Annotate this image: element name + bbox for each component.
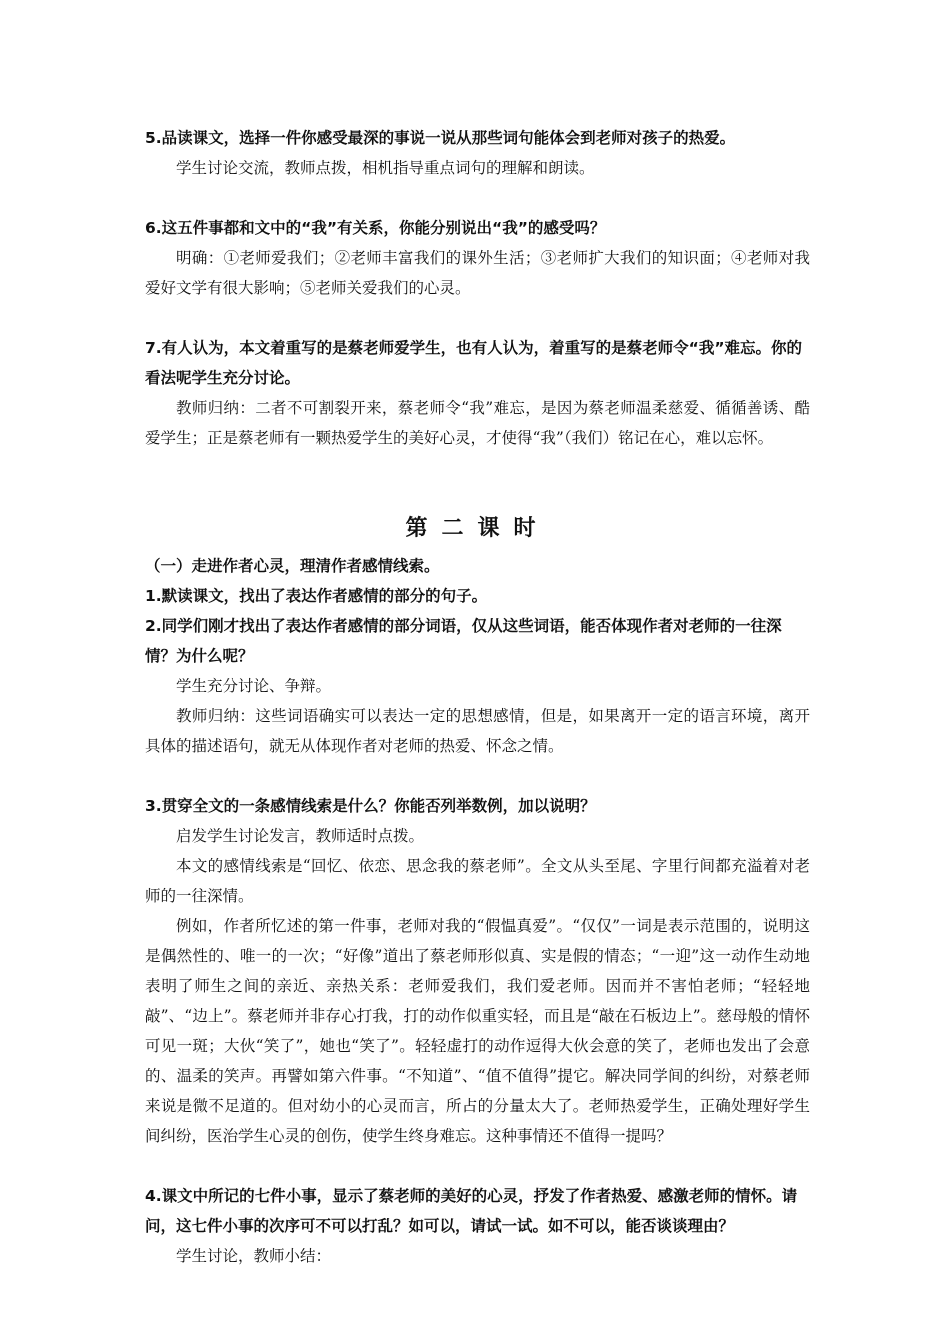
spacer (145, 453, 810, 511)
answer-3-example: 例如，作者所忆述的第一件事，老师对我的“假愠真爱”。“仅仅”一词是表示范围的，说明这是偶然性的、唯一的一次；“好像”道出了蔡老师形似真、实是假的情态；“一迎”这一动作生动地表明了师生之间的亲近、亲热关系：老师爱我们，我们爱老师。因而并不害怕老师；“轻轻地敲”、“边上”。蔡老师并非存心打我，打的动作似重实轻，而且是“敲在石板边上”。慈母般的情怀可见一斑；大伙“笑了”，她也“笑了”。轻轻虚打的动作逗得大伙会意的笑了，老师也发出了会意的、温柔的笑声。再譬如第六件事。“不知道”、“值不值得”提它。解决同学间的纠纷，对蔡老师来说是微不足道的。但对幼小的心灵而言，所占的分量太大了。老师热爱学生，正确处理好学生间纠纷，医治学生心灵的创伤，使学生终身难忘。这种事情还不值得一提吗？ (145, 917, 810, 1145)
section-heading: （一）走进作者心灵，理清作者感情线索。 (145, 557, 440, 575)
answer-3-prompt: 启发学生讨论发言，教师适时点拨。 (176, 827, 425, 845)
answer-4: 学生讨论，教师小结： (176, 1247, 332, 1265)
answer-5: 学生讨论交流，教师点拨，相机指导重点词句的理解和朗读。 (176, 159, 595, 177)
lesson-title: 第二课时 (405, 516, 550, 541)
question-6: 6.这五件事都和文中的“我”有关系，你能分别说出“我”的感受吗？ (145, 219, 606, 237)
question-4: 4.课文中所记的七件小事，显示了蔡老师的美好的心灵，抒发了作者热爱、感激老师的情怀。请问，这七件小事的次序可不可以打乱？如可以，请试一试。如不可以，能否谈谈理由？ (145, 1187, 798, 1235)
spacer (145, 1151, 810, 1181)
question-7: 7.有人认为，本文着重写的是蔡老师爱学生，也有人认为，着重写的是蔡老师令“我”难忘。你的看法呢学生充分讨论。 (145, 339, 803, 387)
question-5: 5.品读课文，选择一件你感受最深的事说一说从那些词句能体会到老师对孩子的热爱。 (145, 129, 736, 147)
answer-2-summary: 教师归纳：这些词语确实可以表达一定的思想感情，但是，如果离开一定的语言环境，离开具体的描述语句，就无从体现作者对老师的热爱、怀念之情。 (145, 707, 810, 755)
answer-7: 教师归纳：二者不可割裂开来，蔡老师令“我”难忘，是因为蔡老师温柔慈爱、循循善诱、酷爱学生；正是蔡老师有一颗热爱学生的美好心灵，才使得“我”（我们）铭记在心，难以忘怀。 (145, 399, 810, 447)
answer-2-discussion: 学生充分讨论、争辩。 (176, 677, 332, 695)
spacer (145, 761, 810, 791)
spacer (145, 183, 810, 213)
answer-3-clue: 本文的感情线索是“回忆、依恋、思念我的蔡老师”。全文从头至尾、字里行间都充溢着对老师的一往深情。 (145, 857, 810, 905)
question-1: 1.默读课文，找出了表达作者感情的部分的句子。 (145, 587, 488, 605)
spacer (145, 303, 810, 333)
document-page (145, 123, 810, 1271)
question-2: 2.同学们刚才找出了表达作者感情的部分词语，仅从这些词语，能否体现作者对老师的一往深情？为什么呢？ (145, 617, 782, 665)
question-3: 3.贯穿全文的一条感情线索是什么？你能否列举数例，加以说明？ (145, 797, 596, 815)
answer-6: 明确：①老师爱我们；②老师丰富我们的课外生活；③老师扩大我们的知识面；④老师对我爱好文学有很大影响；⑤老师关爱我们的心灵。 (145, 249, 810, 297)
